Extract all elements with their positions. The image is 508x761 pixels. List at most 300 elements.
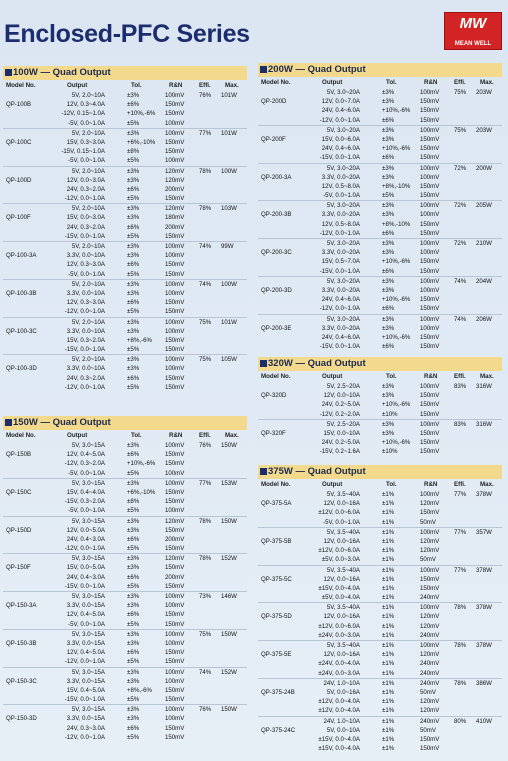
ripple-noise: 100mV bbox=[165, 507, 185, 515]
tolerance: ±6% bbox=[382, 116, 395, 124]
ripple-noise: 100mV bbox=[165, 668, 185, 676]
tolerance: ±3% bbox=[127, 479, 140, 487]
tolerance: ±10% bbox=[382, 448, 398, 456]
tolerance: +8%,-6% bbox=[127, 686, 152, 694]
output-spec: 3.3V, 0.0~10A bbox=[66, 252, 105, 260]
table-row bbox=[258, 286, 502, 295]
table-row bbox=[3, 677, 247, 686]
table-row bbox=[258, 669, 502, 678]
model-number: QP-100F bbox=[6, 214, 31, 222]
section-table bbox=[3, 416, 247, 742]
tolerance: ±1% bbox=[382, 660, 395, 668]
ripple-noise: 150mV bbox=[165, 649, 185, 657]
table-row bbox=[3, 648, 247, 657]
efficiency: 77% bbox=[454, 566, 467, 574]
output-spec: 5V, 2.0~10A bbox=[71, 92, 105, 99]
ripple-noise: 150mV bbox=[165, 346, 185, 354]
output-spec: 5V, 3.5~40A bbox=[326, 604, 360, 612]
ripple-noise: 100mV bbox=[420, 324, 440, 332]
tolerance: ±6% bbox=[382, 343, 395, 351]
table-row bbox=[3, 270, 247, 279]
ripple-noise: 100mV bbox=[165, 602, 185, 610]
tolerance: ±1% bbox=[382, 547, 395, 555]
ripple-noise: 120mV bbox=[420, 537, 440, 545]
ripple-noise: 150mV bbox=[165, 620, 185, 628]
tolerance: ±1% bbox=[382, 518, 395, 526]
table-row bbox=[3, 194, 247, 203]
model-number: QP-320D bbox=[261, 392, 287, 400]
output-spec: 12V, 0.4~5.0A bbox=[66, 611, 105, 619]
table-row bbox=[3, 119, 247, 128]
efficiency: 78% bbox=[454, 679, 467, 687]
output-spec: ±5V, 0.0~3.0A bbox=[321, 556, 360, 564]
ripple-noise: 200mV bbox=[165, 223, 185, 231]
table-row bbox=[3, 573, 247, 582]
tolerance: ±3% bbox=[127, 442, 140, 449]
tolerance: ±6% bbox=[127, 374, 140, 382]
section-table bbox=[258, 63, 502, 351]
efficiency: 72% bbox=[454, 164, 467, 172]
column-header-eff: Effi. bbox=[199, 432, 211, 439]
tolerance: ±3% bbox=[127, 564, 140, 572]
table-row bbox=[258, 678, 502, 688]
table-row bbox=[3, 535, 247, 544]
tolerance: +10%,-6% bbox=[382, 401, 411, 409]
tolerance: ±1% bbox=[382, 707, 395, 715]
output-spec: 15V, 0.4~4.0A bbox=[66, 488, 105, 496]
ripple-noise: 150mV bbox=[420, 220, 440, 228]
ripple-noise: 150mV bbox=[420, 401, 440, 409]
tolerance: ±3% bbox=[382, 89, 395, 96]
ripple-noise: 150mV bbox=[165, 545, 185, 553]
table-row bbox=[258, 688, 502, 697]
output-spec: 15V, 0.5~7.0A bbox=[321, 258, 360, 266]
table-row bbox=[3, 639, 247, 648]
table-row bbox=[258, 267, 502, 276]
tolerance: ±3% bbox=[127, 280, 140, 288]
section-table bbox=[258, 465, 502, 753]
model-number: QP-150-3C bbox=[6, 677, 37, 685]
tolerance: ±1% bbox=[382, 575, 395, 583]
max-power: 150W bbox=[221, 630, 237, 638]
efficiency: 76% bbox=[199, 706, 212, 714]
output-spec: 5V, 3.0~15A bbox=[71, 555, 105, 563]
ripple-noise: 100mV bbox=[165, 318, 185, 326]
tolerance: ±3% bbox=[382, 315, 395, 323]
tolerance: +6%,-10% bbox=[127, 138, 156, 146]
model-number: QP-150F bbox=[6, 564, 31, 572]
ripple-noise: 100mV bbox=[420, 240, 440, 247]
max-power: 146W bbox=[221, 593, 237, 600]
ripple-noise: 120mV bbox=[165, 167, 185, 175]
output-spec: 24V, 0.2~5.0A bbox=[321, 439, 360, 447]
table-row bbox=[258, 182, 502, 191]
ripple-noise: 100mV bbox=[165, 469, 185, 477]
ripple-noise: 150mV bbox=[165, 195, 185, 203]
model-number: QP-100-3B bbox=[6, 289, 37, 297]
output-spec: 12V, 0.0~7.0A bbox=[321, 98, 360, 106]
ripple-noise: 150mV bbox=[420, 145, 440, 153]
max-power: 150W bbox=[221, 442, 237, 449]
output-spec: -12V, 0.0~1.0A bbox=[319, 229, 360, 237]
logo-mark: MW bbox=[459, 15, 487, 32]
table-row bbox=[258, 229, 502, 238]
ripple-noise: 100mV bbox=[165, 243, 185, 250]
table-row bbox=[3, 488, 247, 497]
max-power: 386W bbox=[476, 679, 492, 687]
ripple-noise: 100mV bbox=[420, 315, 440, 323]
output-spec: 12V, 0.3~3.0A bbox=[66, 299, 105, 307]
ripple-noise: 150mV bbox=[420, 305, 440, 313]
tolerance: ±1% bbox=[382, 745, 395, 753]
tolerance: +10%,-6% bbox=[127, 460, 156, 468]
output-spec: 24V, 0.4~6.0A bbox=[321, 296, 360, 304]
table-row bbox=[258, 575, 502, 584]
output-spec: 15V, 0.3~3.0A bbox=[66, 138, 105, 146]
tolerance: ±6% bbox=[127, 535, 140, 543]
table-row bbox=[258, 410, 502, 419]
output-spec: -5V, 0.0~1.0A bbox=[68, 270, 105, 278]
section-title: 200W — Quad Output bbox=[258, 63, 502, 77]
column-header-rn: R&N bbox=[424, 373, 438, 380]
ripple-noise: 150mV bbox=[420, 392, 440, 400]
tolerance: ±1% bbox=[382, 622, 395, 630]
output-spec: -5V, 0.0~1.0A bbox=[323, 192, 360, 200]
tolerance: ±3% bbox=[127, 365, 140, 373]
output-spec: 5V, 3.0~15A bbox=[71, 593, 105, 600]
output-spec: 5V, 3.5~40A bbox=[326, 528, 360, 536]
ripple-noise: 100mV bbox=[165, 157, 185, 165]
table-row bbox=[3, 307, 247, 316]
tolerance: ±3% bbox=[382, 211, 395, 219]
tolerance: ±1% bbox=[382, 613, 395, 621]
output-spec: -12V, 0.0~1.0A bbox=[64, 733, 105, 741]
ripple-noise: 100mV bbox=[420, 202, 440, 210]
table-row bbox=[258, 726, 502, 735]
ripple-noise: 120mV bbox=[420, 547, 440, 555]
max-power: 410W bbox=[476, 717, 492, 725]
output-spec: 5V, 2.0~10A bbox=[71, 167, 105, 175]
table-row bbox=[258, 304, 502, 313]
column-header-output: Output bbox=[322, 373, 343, 380]
column-header-tol: Tol. bbox=[386, 79, 397, 86]
output-spec: 5V, 3.5~40A bbox=[326, 566, 360, 574]
ripple-noise: 150mV bbox=[420, 258, 440, 266]
efficiency: 77% bbox=[199, 479, 212, 487]
ripple-noise: 120mV bbox=[420, 613, 440, 621]
ripple-noise: 100mV bbox=[420, 89, 440, 96]
output-spec: 3.3V, 0.0~20A bbox=[321, 286, 360, 294]
column-header-eff: Effi. bbox=[454, 373, 466, 380]
output-spec: ±12V, 0.0~6.0A bbox=[318, 547, 360, 555]
column-header-tol: Tol. bbox=[131, 432, 142, 439]
ripple-noise: 150mV bbox=[165, 733, 185, 741]
ripple-noise: 150mV bbox=[420, 575, 440, 583]
tolerance: +10%,-6% bbox=[382, 439, 411, 447]
output-spec: ±12V, 0.0~4.0A bbox=[318, 707, 360, 715]
efficiency: 78% bbox=[454, 642, 467, 649]
table-row bbox=[258, 144, 502, 153]
table-row bbox=[3, 516, 247, 526]
efficiency: 75% bbox=[199, 318, 212, 326]
tolerance: ±5% bbox=[127, 733, 140, 741]
ripple-noise: 100mV bbox=[420, 286, 440, 294]
column-header-row bbox=[3, 430, 247, 441]
table-row bbox=[258, 584, 502, 593]
max-power: 200W bbox=[476, 164, 492, 172]
logo-text: MEAN WELL bbox=[454, 41, 492, 47]
max-power: 204W bbox=[476, 277, 492, 285]
ripple-noise: 150mV bbox=[165, 611, 185, 619]
ripple-noise: 150mV bbox=[165, 488, 185, 496]
table-row bbox=[3, 506, 247, 515]
column-header-row bbox=[3, 80, 247, 91]
ripple-noise: 150mV bbox=[165, 686, 185, 694]
table-row bbox=[3, 441, 247, 450]
max-power: 101W bbox=[221, 92, 237, 99]
table-row bbox=[3, 459, 247, 468]
table-row bbox=[258, 499, 502, 508]
max-power: 105W bbox=[221, 356, 237, 364]
output-spec: 5V, 3.0~20A bbox=[326, 240, 360, 247]
ripple-noise: 100mV bbox=[165, 442, 185, 449]
efficiency: 78% bbox=[199, 517, 212, 525]
output-spec: -15V, 0.0~1.0A bbox=[319, 343, 360, 351]
max-power: 210W bbox=[476, 240, 492, 247]
table-row bbox=[258, 314, 502, 324]
model-number: QP-100C bbox=[6, 138, 32, 146]
output-spec: -12V, 0.0~1.0A bbox=[64, 383, 105, 391]
output-spec: 24V, 0.3~2.0A bbox=[66, 185, 105, 193]
ripple-noise: 100mV bbox=[165, 280, 185, 288]
output-spec: -12V, 0.3~2.0A bbox=[64, 460, 105, 468]
ripple-noise: 150mV bbox=[420, 410, 440, 418]
tolerance: ±1% bbox=[382, 528, 395, 536]
output-spec: 3.3V, 0.0~15A bbox=[66, 677, 105, 685]
table-row bbox=[258, 200, 502, 210]
efficiency: 74% bbox=[454, 315, 467, 323]
column-header-row bbox=[258, 371, 502, 382]
tolerance: +10%,-6% bbox=[382, 107, 411, 115]
output-spec: -5V, 0.0~1.0A bbox=[323, 518, 360, 526]
column-header-max: Max. bbox=[480, 373, 494, 380]
table-row bbox=[3, 232, 247, 241]
tolerance: ±6% bbox=[127, 223, 140, 231]
table-row bbox=[258, 342, 502, 351]
output-spec: 15V, 0.0~6.0A bbox=[321, 135, 360, 143]
output-spec: 5V, 3.0~15A bbox=[71, 706, 105, 714]
output-spec: -5V, 0.0~1.0A bbox=[68, 469, 105, 477]
model-number: QP-200-3B bbox=[261, 211, 292, 219]
efficiency: 77% bbox=[454, 528, 467, 536]
output-spec: 5V, 3.0~20A bbox=[326, 164, 360, 172]
ripple-noise: 100mV bbox=[165, 119, 185, 127]
ripple-noise: 150mV bbox=[165, 526, 185, 534]
tolerance: ±5% bbox=[127, 545, 140, 553]
output-spec: -5V, 0.0~1.0A bbox=[68, 507, 105, 515]
ripple-noise: 180mV bbox=[165, 214, 185, 222]
tolerance: ±3% bbox=[127, 715, 140, 723]
column-header-model: Model No. bbox=[261, 373, 291, 380]
tolerance: ±6% bbox=[127, 101, 140, 109]
table-row bbox=[3, 279, 247, 289]
output-spec: 3.3V, 0.0~20A bbox=[321, 249, 360, 257]
table-row bbox=[258, 565, 502, 575]
tolerance: ±5% bbox=[127, 658, 140, 666]
table-row bbox=[258, 716, 502, 726]
ripple-noise: 150mV bbox=[165, 582, 185, 590]
tolerance: ±5% bbox=[127, 507, 140, 515]
tolerance: +10%,-6% bbox=[382, 145, 411, 153]
mean-well-logo bbox=[444, 12, 502, 50]
output-spec: 15V, 0.0~3.0A bbox=[66, 214, 105, 222]
output-spec: 5V, 3.0~15A bbox=[71, 630, 105, 638]
ripple-noise: 200mV bbox=[165, 185, 185, 193]
output-spec: -15V, 0.0~1.0A bbox=[64, 696, 105, 704]
table-row bbox=[258, 546, 502, 555]
table-row bbox=[3, 147, 247, 156]
table-row bbox=[258, 593, 502, 602]
ripple-noise: 150mV bbox=[165, 564, 185, 572]
tolerance: ±1% bbox=[382, 509, 395, 517]
tolerance: ±3% bbox=[127, 677, 140, 685]
output-spec: -15V, 0.15~1.0A bbox=[61, 148, 105, 156]
efficiency: 78% bbox=[199, 555, 212, 563]
output-spec: 12V, 0.0~16A bbox=[323, 613, 360, 621]
ripple-noise: 150mV bbox=[165, 308, 185, 316]
output-spec: 5V, 3.0~20A bbox=[326, 315, 360, 323]
tolerance: ±3% bbox=[382, 286, 395, 294]
table-row bbox=[3, 469, 247, 478]
tolerance: ±3% bbox=[382, 420, 395, 428]
table-row bbox=[3, 91, 247, 100]
tolerance: ±3% bbox=[382, 240, 395, 247]
output-spec: 24V, 0.4~3.0A bbox=[66, 573, 105, 581]
tolerance: ±3% bbox=[127, 668, 140, 676]
output-spec: -12V, 0.0~1.0A bbox=[64, 308, 105, 316]
output-spec: 12V, 0.3~3.0A bbox=[66, 261, 105, 269]
efficiency: 76% bbox=[199, 442, 212, 449]
table-row bbox=[3, 260, 247, 269]
output-spec: 12V, 0.5~8.0A bbox=[321, 220, 360, 228]
model-number: QP-375-24B bbox=[261, 688, 295, 696]
tolerance: ±3% bbox=[127, 92, 140, 99]
ripple-noise: 150mV bbox=[165, 460, 185, 468]
table-row bbox=[258, 735, 502, 744]
table-row bbox=[258, 622, 502, 631]
output-spec: 5V, 3.0~15A bbox=[71, 668, 105, 676]
table-row bbox=[258, 697, 502, 706]
column-header-row bbox=[258, 479, 502, 490]
ripple-noise: 150mV bbox=[165, 148, 185, 156]
ripple-noise: 150mV bbox=[420, 182, 440, 190]
table-row bbox=[3, 289, 247, 298]
table-row bbox=[258, 97, 502, 106]
output-spec: -15V, 0.0~1.0A bbox=[319, 154, 360, 162]
ripple-noise: 150mV bbox=[420, 107, 440, 115]
ripple-noise: 100mV bbox=[420, 126, 440, 134]
ripple-noise: 150mV bbox=[420, 429, 440, 437]
output-spec: 5V, 3.0~20A bbox=[326, 126, 360, 134]
table-row bbox=[3, 620, 247, 629]
ripple-noise: 100mV bbox=[420, 420, 440, 428]
tolerance: ±3% bbox=[382, 173, 395, 181]
column-header-output: Output bbox=[322, 79, 343, 86]
output-spec: -12V, 0.2~2.0A bbox=[319, 410, 360, 418]
ripple-noise: 150mV bbox=[420, 154, 440, 162]
table-row bbox=[258, 419, 502, 429]
output-spec: 5V, 3.0~15A bbox=[71, 442, 105, 449]
tolerance: ±3% bbox=[127, 252, 140, 260]
ripple-noise: 100mV bbox=[165, 706, 185, 714]
ripple-noise: 100mV bbox=[420, 383, 440, 390]
table-row bbox=[3, 667, 247, 677]
output-spec: -15V, 0.0~1.0A bbox=[64, 582, 105, 590]
column-header-rn: R&N bbox=[424, 79, 438, 86]
tolerance: ±10% bbox=[382, 410, 398, 418]
ripple-noise: 120mV bbox=[420, 622, 440, 630]
tolerance: ±1% bbox=[382, 688, 395, 696]
ripple-noise: 150mV bbox=[165, 261, 185, 269]
table-row bbox=[258, 125, 502, 135]
column-header-tol: Tol. bbox=[386, 373, 397, 380]
table-row bbox=[3, 185, 247, 194]
output-spec: 5V, 2.0~10A bbox=[71, 243, 105, 250]
table-row bbox=[3, 582, 247, 591]
ripple-noise: 150mV bbox=[420, 343, 440, 351]
tolerance: ±1% bbox=[382, 679, 395, 687]
table-row bbox=[3, 336, 247, 345]
column-header-tol: Tol. bbox=[131, 82, 142, 89]
tolerance: ±1% bbox=[382, 491, 395, 498]
ripple-noise: 150mV bbox=[420, 98, 440, 106]
column-header-model: Model No. bbox=[6, 432, 36, 439]
output-spec: 5V, 3.0~20A bbox=[326, 277, 360, 285]
tolerance: ±1% bbox=[382, 556, 395, 564]
ripple-noise: 100mV bbox=[165, 479, 185, 487]
model-number: QP-200-3A bbox=[261, 173, 292, 181]
model-number: QP-150-3D bbox=[6, 715, 37, 723]
efficiency: 78% bbox=[199, 205, 212, 213]
table-row bbox=[3, 327, 247, 336]
ripple-noise: 120mV bbox=[420, 698, 440, 706]
section-table bbox=[3, 66, 247, 392]
ripple-noise: 50mV bbox=[420, 556, 436, 564]
table-row bbox=[258, 238, 502, 248]
ripple-noise: 120mV bbox=[165, 517, 185, 525]
efficiency: 74% bbox=[199, 280, 212, 288]
table-row bbox=[258, 602, 502, 612]
tolerance: +8%,-6% bbox=[127, 336, 152, 344]
tolerance: ±1% bbox=[382, 726, 395, 734]
tolerance: ±6% bbox=[127, 611, 140, 619]
table-row bbox=[258, 257, 502, 266]
ripple-noise: 120mV bbox=[420, 707, 440, 715]
ripple-noise: 100mV bbox=[165, 639, 185, 647]
model-number: QP-200D bbox=[261, 98, 287, 106]
table-row bbox=[3, 241, 247, 251]
tolerance: ±5% bbox=[127, 195, 140, 203]
output-spec: ±12V, 0.0~4.0A bbox=[318, 698, 360, 706]
table-row bbox=[258, 135, 502, 144]
table-row bbox=[3, 695, 247, 704]
ripple-noise: 100mV bbox=[420, 277, 440, 285]
tolerance: ±5% bbox=[127, 346, 140, 354]
tolerance: ±3% bbox=[382, 202, 395, 210]
ripple-noise: 150mV bbox=[165, 658, 185, 666]
model-number: QP-100-3C bbox=[6, 327, 37, 335]
ripple-noise: 100mV bbox=[420, 164, 440, 172]
